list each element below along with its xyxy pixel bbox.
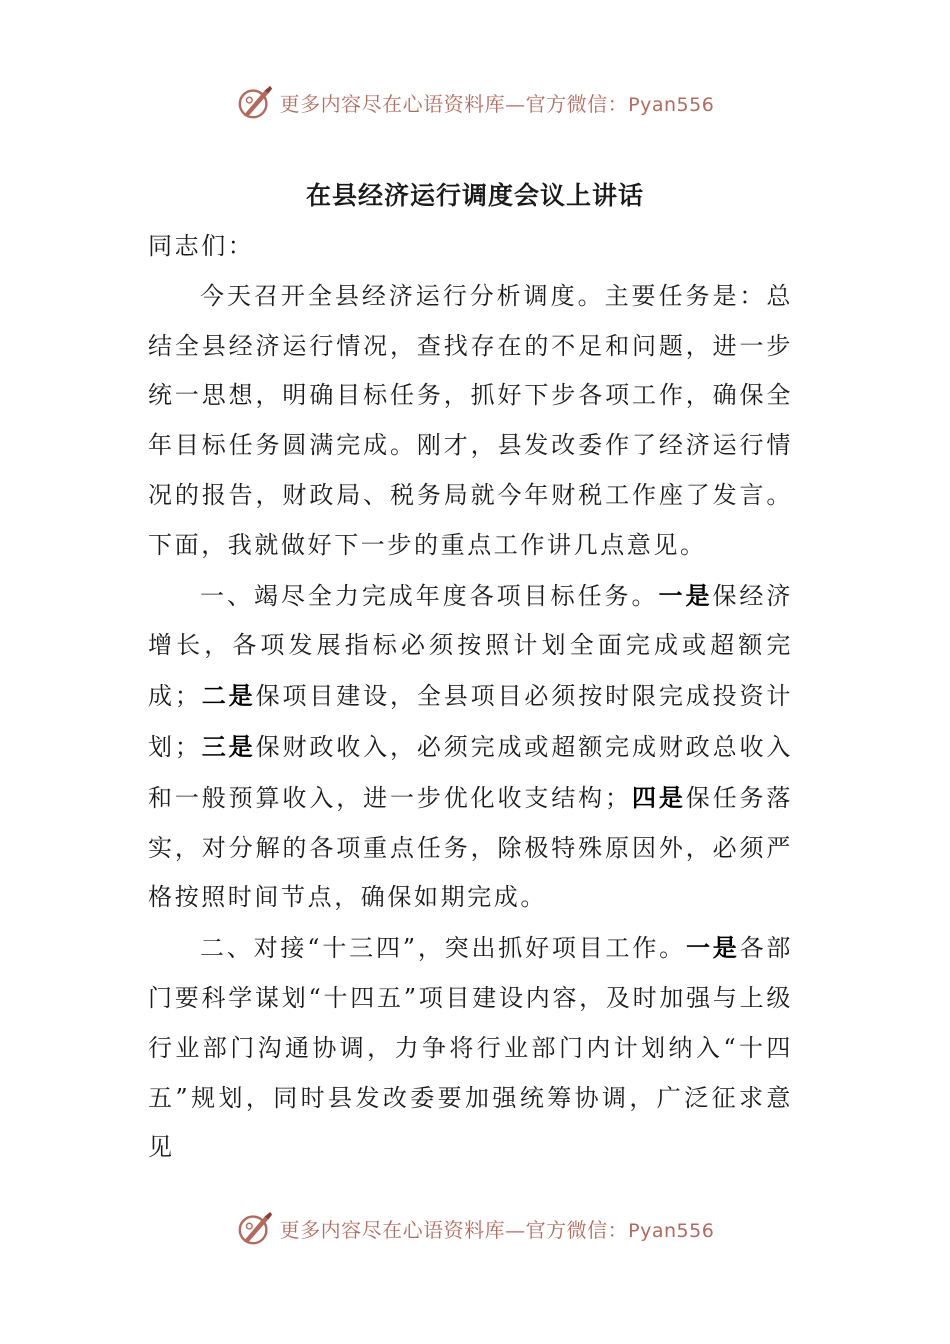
paragraph-section-1: 一、竭尽全力完成年度各项目标任务。一是保经济增长，各项发展指标必须按照计划全面完成或超额完成；二是保项目建设，全县项目必须按时限完成投资计划；三是保财政收入，必须完成或超额完成财政总收入和一般预算收入，进一步优化收支结构；四是保任务落实，对分解的各项重点任务，除极特殊原因外，必须严格按照时间节点，确保如期完成。: [148, 580, 794, 912]
pen-logo-icon: [236, 1209, 274, 1247]
paragraph-section-2: 二、对接“十三四”，突出抓好项目工作。一是各部门要科学谋划“十四五”项目建设内容，及时加强与上级行业部门沟通协调，力争将行业部门内计划纳入“十四五”规划，同时县发改委要加强统筹协调，广泛征求意见: [148, 933, 793, 1162]
item-marker: 四是: [631, 782, 686, 812]
watermark-text: 更多内容尽在心语资料库—官方微信：Pyan556: [279, 1217, 715, 1242]
item-marker: 一是: [685, 933, 740, 963]
section-2-heading: 二、对接“十三四”，突出抓好项目工作。: [200, 934, 686, 963]
paragraph-intro: 今天召开全县经济运行分析调度。主要任务是：总结全县经济运行情况，查找存在的不足和问题，进一步统一思想，明确目标任务，抓好下步各项工作，确保全年目标任务圆满完成。刚才，县发改委作了经济运行情况的报告，财政局、税务局就今年财税工作座了发言。下面，我就做好下一步的重点工作讲几点意见。: [148, 281, 793, 559]
section-1-heading: 一、竭尽全力完成年度各项目标任务。: [200, 581, 659, 610]
pen-logo-icon: [236, 83, 274, 121]
item-marker: 三是: [201, 731, 256, 761]
watermark-banner-bottom: [0, 1208, 950, 1248]
item-marker: 一是: [658, 580, 713, 610]
item-marker: 二是: [201, 681, 256, 711]
salutation: 同志们：: [148, 232, 255, 260]
watermark-banner-top: [0, 82, 950, 122]
document-body: [148, 222, 793, 1173]
watermark-text: 更多内容尽在心语资料库—官方微信：Pyan556: [279, 91, 715, 116]
document-title: 在县经济运行调度会议上讲话: [305, 181, 644, 210]
